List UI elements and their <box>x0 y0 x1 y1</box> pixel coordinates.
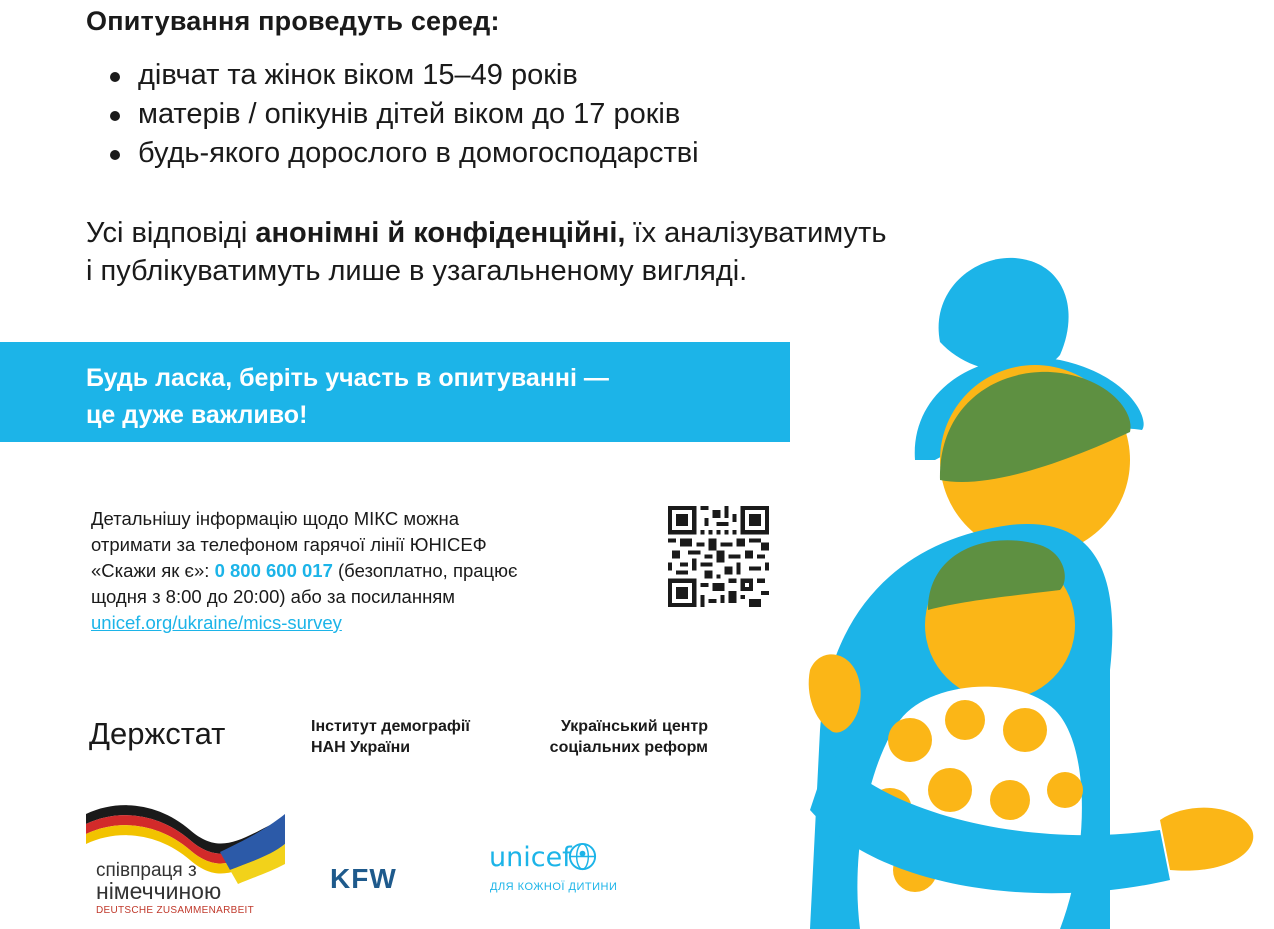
info-line3a: «Скажи як є»: <box>91 560 215 581</box>
family-illustration <box>790 250 1274 929</box>
survey-link[interactable]: unicef.org/ukraine/mics-survey <box>91 612 342 633</box>
institute-line1: Інститут демографії <box>311 718 470 735</box>
hotline-phone[interactable]: 0 800 600 017 <box>214 560 333 581</box>
intro-title: Опитування проведуть серед: <box>86 6 500 36</box>
privacy-text-cont: їх аналізуватимуть <box>625 217 887 249</box>
info-line2: отримати за телефоном гарячої лінії ЮНІСЕФ <box>91 534 487 555</box>
info-line4: щодня з 8:00 до 20:00) або за посиланням <box>91 586 456 607</box>
info-line1: Детальнішу інформацію щодо МІКС можна <box>91 508 460 529</box>
info-block <box>91 506 651 636</box>
audience-list <box>110 56 699 173</box>
center-line2: соціальних реформ <box>549 739 708 756</box>
privacy-text: Усі відповіді <box>86 217 256 249</box>
german-coop-line1: співпраця з <box>96 860 197 881</box>
center-line1: Український центр <box>560 718 708 735</box>
list-item: дівчат та жінок віком 15–49 років <box>110 56 699 95</box>
qr-code-icon[interactable] <box>668 506 769 607</box>
institute-line2: НАН України <box>311 739 411 756</box>
reforms-center-logo <box>520 716 708 758</box>
list-item: матерів / опікунів дітей віком до 17 років <box>110 95 699 134</box>
privacy-bold: анонімні й конфіденційні, <box>255 217 626 249</box>
unicef-logo: unicef <box>489 842 572 873</box>
list-item: будь-якого дорослого в домогосподарстві <box>110 134 699 173</box>
institute-logo <box>311 716 470 758</box>
unicef-tagline: ДЛЯ КОЖНОЇ ДИТИНИ <box>490 881 618 893</box>
cta-text <box>86 360 609 434</box>
cta-line1: Будь ласка, беріть участь в опитуванні — <box>86 364 609 392</box>
kfw-logo: KFW <box>330 863 397 894</box>
cta-line2: це дуже важливо! <box>86 401 308 429</box>
derzhstat-logo: Держстат <box>89 716 226 751</box>
unicef-globe-icon <box>567 841 598 872</box>
german-coop-line3: DEUTSCHE ZUSAMMENARBEIT <box>96 905 255 916</box>
privacy-line2: і публікуватимуть лише в узагальненому вигляді. <box>86 255 748 287</box>
german-coop-line2: німеччиною <box>96 878 222 904</box>
info-line3b: (безоплатно, працює <box>332 560 518 581</box>
